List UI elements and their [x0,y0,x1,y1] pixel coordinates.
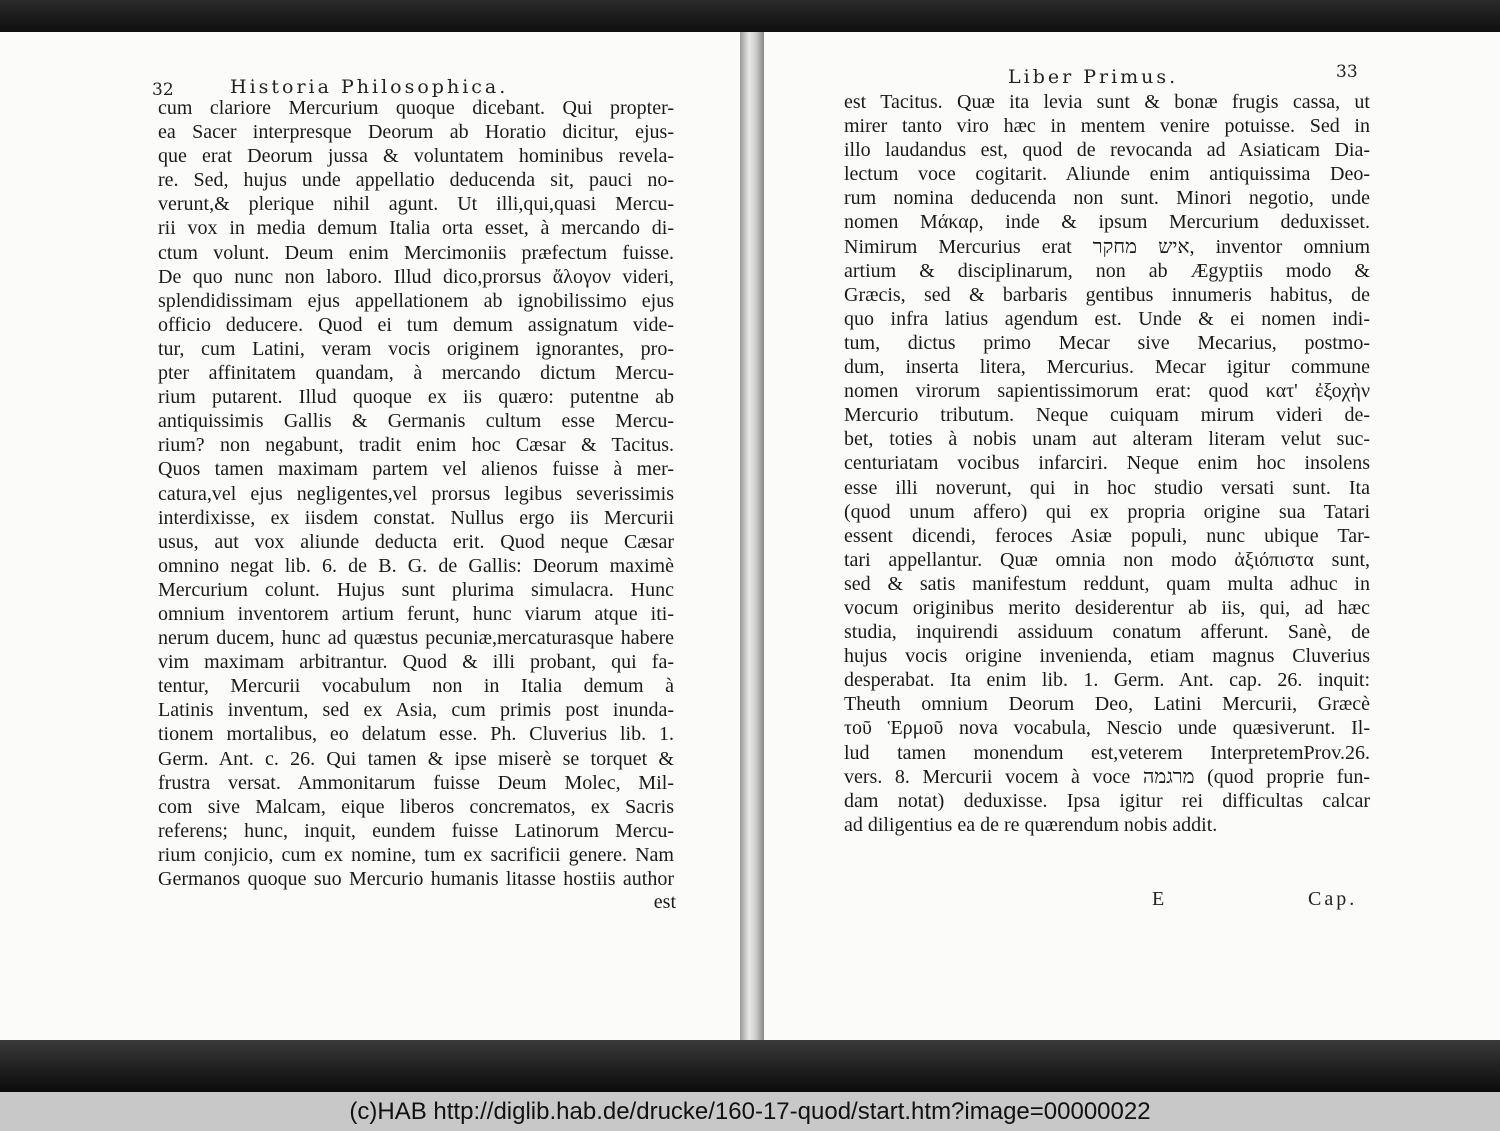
left-page-number: 32 [152,80,174,100]
text-line: vim maximam arbitrantur. Quod & illi probant, qui fa- [158,651,674,674]
left-catchword: est [653,891,676,913]
text-line: vers. 8. Mercurii vocem à voce מרגמה (quod proprie fun- [844,765,1371,788]
text-line: rum nomina deducenda non sunt. Minori negotio, unde [844,187,1370,210]
text-line: quo infra latius agendum est. Unde & ei nomen indi- [844,307,1370,330]
text-line: est Tacitus. Quæ ita levia sunt & bonæ frugis cassa, ut [844,91,1370,113]
text-line: rium? non negabunt, tradit enim hoc Cæsar & Tacitus. [158,434,674,457]
text-line: omnium inventorem artium ferunt, hunc viarum atque iti- [158,602,674,625]
text-line: referens; hunc, inquit, eundem fuisse Latinorum Mercu- [158,819,674,842]
scan-top-edge [0,0,1500,34]
text-line: pter affinitatem quandam, à mercando dictum Mercu- [158,362,674,385]
text-line: rium conjicio, cum ex nomine, tum ex sacrificii genere. Nam [158,843,674,866]
signature-mark: E [1152,888,1165,910]
text-line: dam notat) deduxisse. Ipsa igitur rei difficultas calcar [844,789,1370,812]
text-line: lud tamen monendum est,veterem InterpretemProv.26. [844,741,1370,764]
text-line: tionem mortalibus, eo delatum esse. Ph. Cluverius lib. 1. [158,723,674,746]
text-line: sed & satis manifestum reddunt, quam multa adhuc in [844,572,1370,595]
text-line: tur, cum Latini, veram vocis originem ignorantes, pro- [158,337,674,360]
text-line: splendidissimam ejus appellationem ab ignobilissimo ejus [158,289,674,312]
text-line: antiquissimis Gallis & Germanis cultum esse Mercu- [158,410,674,433]
right-page [764,32,1500,1048]
text-line: ctum volunt. Deum enim Mercimoniis præfectum fuisse. [158,241,674,264]
scan-bottom-edge [0,1040,1500,1092]
left-running-head: Historia Philosophica. [230,76,509,98]
text-line: centuriatam vocibus infarciri. Neque enim hoc insolens [844,452,1370,475]
text-line: lectum voce cogitarit. Aliunde enim antiquissima Deo- [844,163,1370,186]
right-running-head: Liber Primus. [1008,66,1179,88]
text-line: illo laudandus est, quod de revocanda ad Asiaticam Dia- [844,139,1370,162]
text-line: artium & disciplinarum, non ab Ægyptiis modo & [844,259,1370,282]
credit-text: (c)HAB http://diglib.hab.de/drucke/160-17-quod/start.htm?image=00000022 [349,1097,1151,1125]
text-line: dum, inserta litera, Mercurius. Mecar igitur commune [844,356,1370,379]
text-line: com sive Malcam, eique liberos concrematos, ex Sacris [158,795,674,818]
text-line: Quos tamen maximam partem vel alienos fuisse à mer- [158,458,674,481]
text-line: bet, toties à nobis unam aut alteram literam velut suc- [844,428,1370,451]
text-line: officio deducere. Quod ei tum demum assignatum vide- [158,313,674,336]
text-line: tari appellantur. Quæ omnia non modo ἀξιόπιστα sunt, [844,548,1370,571]
right-page-number: 33 [1336,62,1358,82]
text-line: hujus vocis origine invenienda, etiam magnus Cluverius [844,645,1370,668]
left-page-text [158,96,674,891]
text-line: catura,vel ejus negligentes,vel prorsus legibus severissimis [158,482,674,505]
text-line: verunt,& plerique nihil agunt. Ut illi,qui,quasi Mercu- [158,193,674,216]
right-catchword: Cap. [1308,888,1358,910]
text-line: omnino negat lib. 6. de B. G. de Gallis: Deorum maximè [158,554,674,577]
text-line: ea Sacer interpresque Deorum ab Horatio dicitur, ejus- [158,121,674,144]
right-page-text [844,90,1370,837]
text-line: desperabat. Ita enim lib. 1. Germ. Ant. cap. 26. inquit: [844,669,1370,692]
text-line: Germ. Ant. c. 26. Qui tamen & ipse miserè se torquet & [158,747,674,770]
text-line: interdixisse, ex iisdem constat. Nullus ergo iis Mercurii [158,506,674,529]
text-line: cum clariore Mercurium quoque dicebant. Qui propter- [158,97,674,119]
text-line: re. Sed, hujus unde appellatio deducenda sit, pauci no- [158,169,674,192]
text-line: ad diligentius ea de re quærendum nobis addit. [844,813,1218,836]
text-line: mirer tanto viro hæc in mentem venire potuisse. Sed in [844,115,1370,138]
text-line: (quod unum affero) qui ex propria origine sua Tatari [844,500,1370,523]
text-line: Theuth omnium Deorum Deo, Latini Mercurii, Græcè [844,693,1370,716]
text-line: nerum ducem, hunc ad quæstus pecuniæ,mercaturasque habere [158,627,674,650]
text-line: Germanos quoque suo Mercurio humanis litasse hostiis author [158,868,674,890]
text-line: studia, inquirendi assiduum conatum afferunt. Sanè, de [844,621,1370,644]
text-line: vocum originibus merito desiderentur ab iis, qui, ad hæc [844,596,1370,619]
text-line: frustra versat. Ammonitarum fuisse Deum Molec, Mil- [158,771,674,794]
text-line: Latinis inventum, sed ex Asia, cum primis post inunda- [158,699,674,722]
text-line: De quo nunc non laboro. Illud dico,prorsus ἄλογον videri, [158,265,674,288]
text-line: rii vox in media demum Italia orta esset, à mercando di- [158,217,674,240]
text-line: Mercurio tributum. Neque cuiquam mirum videri de- [844,404,1370,427]
text-line: tentur, Mercurii vocabulum non in Italia demum à [158,675,674,698]
text-line: rium putarent. Illud quoque ex iis quæro: putentne ab [158,386,674,409]
text-line: τοῦ Ἑρμοῦ nova vocabula, Nescio unde quæsiverunt. Il- [844,717,1370,740]
left-page [0,32,742,1048]
text-line: que erat Deorum jussa & voluntatem hominibus revela- [158,145,674,168]
text-line: esse illi noverunt, qui in hoc studio versati sunt. Ita [844,476,1370,499]
text-line: usus, aut vox aliunde deducta erit. Quod neque Cæsar [158,530,674,553]
book-gutter [740,32,766,1048]
text-line: Mercurium colunt. Hujus sunt plurima simulacra. Hunc [158,578,674,601]
text-line: Græcis, sed & barbaris gentibus innumeris habitus, de [844,283,1370,306]
credit-footer [0,1092,1500,1131]
text-line: nomen virorum sapientissimorum erat: quod κατ' ἐξοχὴν [844,380,1370,403]
text-line: Nimirum Mercurius erat איש מחקר, inventor omnium [844,235,1371,258]
text-line: tum, dictus primo Mecar sive Mecarius, postmo- [844,331,1370,354]
text-line: nomen Μάκαρ, inde & ipsum Mercurium deduxisset. [844,211,1370,234]
text-line: essent dicendi, feroces Asiæ populi, nunc ubique Tar- [844,524,1370,547]
